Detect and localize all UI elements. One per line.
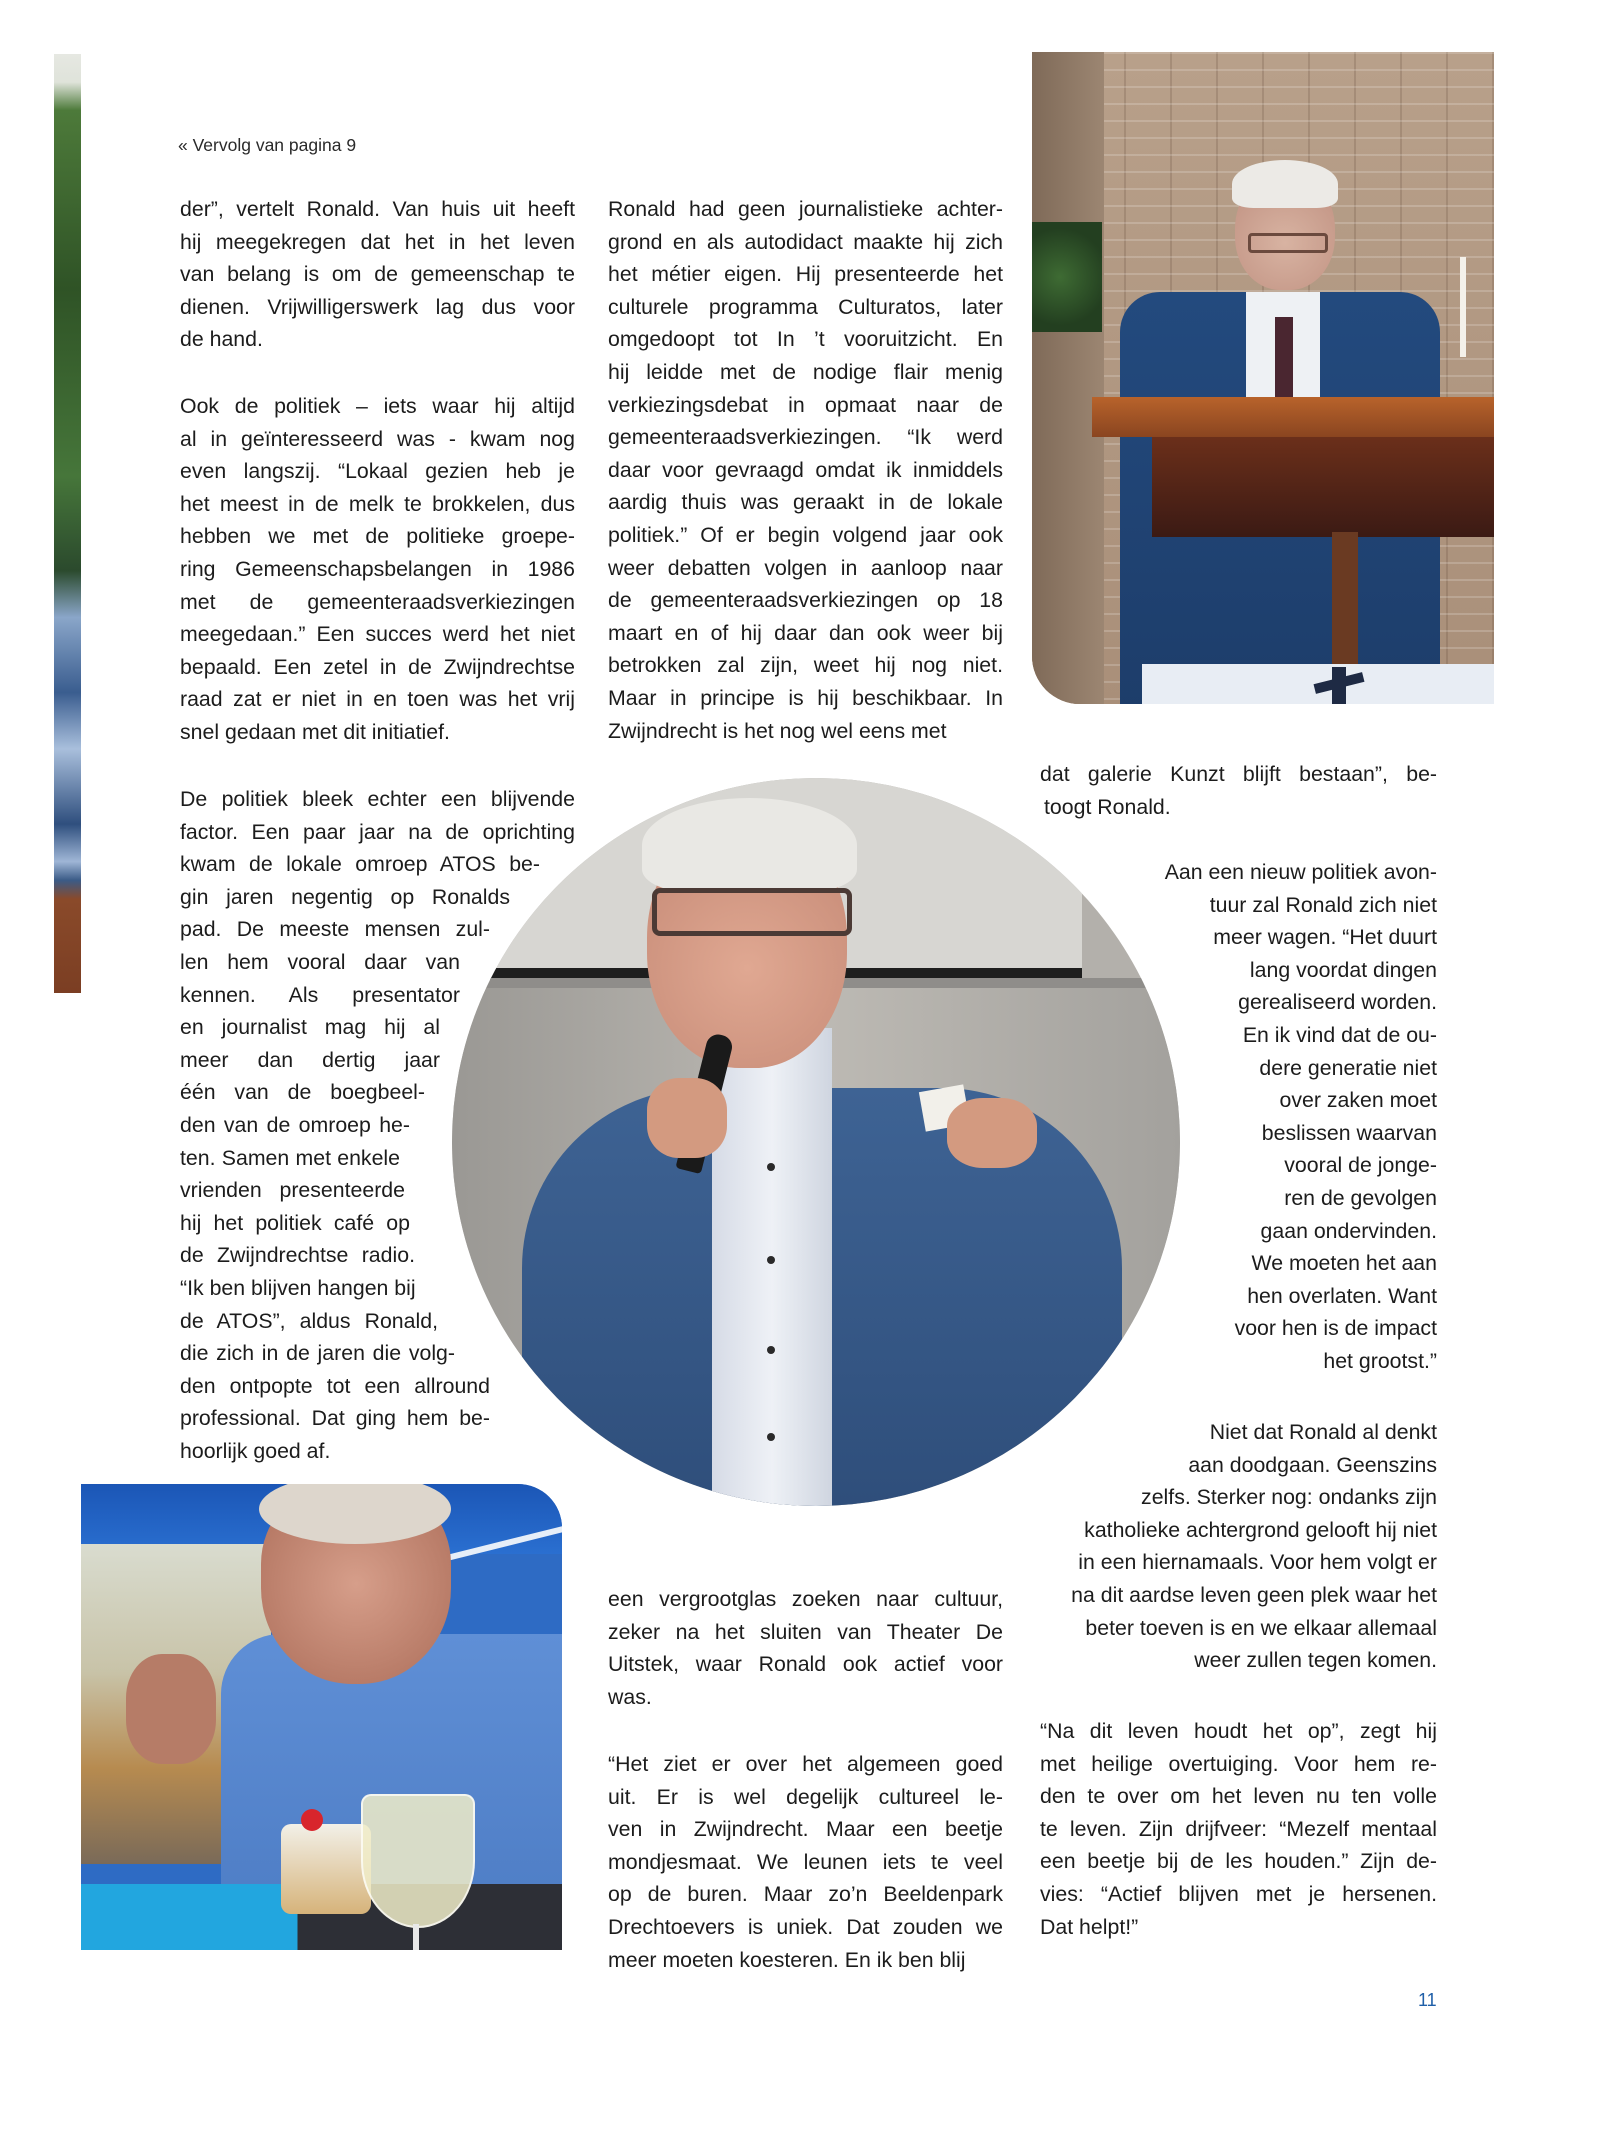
- text-line: ven in Zwijndrecht. Maar een beetje: [608, 1817, 1003, 1842]
- text-line: Niet dat Ronald al denkt: [1209, 1420, 1437, 1444]
- text-line: hebben we met de politieke groepe-: [180, 524, 575, 549]
- text-line: met de gemeenteraadsverkiezingen: [180, 589, 575, 614]
- text-line: snel gedaan met dit initiatief.: [180, 720, 450, 744]
- text-line: een vergrootglas zoeken naar cultuur,: [608, 1587, 1003, 1611]
- text-line: hen overlaten. Want: [1247, 1283, 1437, 1308]
- text-line: vies: “Actief blijven met je hersenen.: [1040, 1882, 1437, 1906]
- page-number: 11: [1418, 1990, 1437, 2010]
- text-line: na dit aardse leven geen plek waar het: [1071, 1583, 1437, 1607]
- text-line: tuur zal Ronald zich niet: [1209, 892, 1437, 917]
- text-line: factor. Een paar jaar na de oprichting: [180, 819, 575, 844]
- text-line: over zaken moet: [1279, 1088, 1437, 1113]
- text-line: katholieke achtergrond gelooft hij niet: [1084, 1517, 1437, 1542]
- text-line: beslissen waarvan: [1261, 1120, 1437, 1145]
- text-line: van belang is om de gemeenschap te: [180, 262, 575, 287]
- text-line: met heilige overtuiging. Voor hem re-: [1040, 1751, 1437, 1776]
- text-line: len hem vooral daar van: [180, 950, 460, 974]
- text-line: kennen. Als presentator: [180, 982, 460, 1007]
- text-line: ring Gemeenschapsbelangen in 1986: [180, 557, 575, 581]
- man-at-dinner-table-photo: [81, 1484, 562, 1950]
- text-line: En ik vind dat de ou-: [1242, 1023, 1437, 1047]
- text-line: dienen. Vrijwilligerswerk lag dus voor: [180, 294, 575, 319]
- continuation-note: « Vervolg van pagina 9: [178, 135, 357, 155]
- text-line: ten. Samen met enkele: [180, 1145, 400, 1170]
- text-line: lang voordat dingen: [1249, 957, 1437, 982]
- text-line: Maar in principe is hij beschikbaar. In: [608, 686, 1003, 710]
- text-line: Ook de politiek – iets waar hij altijd: [180, 394, 575, 418]
- text-line: “Het ziet er over het algemeen goed: [608, 1752, 1003, 1776]
- text-line: in een hiernamaals. Voor hem volgt er: [1078, 1550, 1437, 1575]
- text-line: weer zullen tegen komen.: [1194, 1648, 1437, 1673]
- text-line: beter toeven is en we elkaar allemaal: [1085, 1615, 1437, 1640]
- text-line: meegedaan.” Een succes werd het niet: [180, 622, 575, 647]
- text-line: daar voor gevraagd omdat ik inmiddels: [608, 457, 1003, 482]
- text-line: vrienden presenteerde: [180, 1178, 405, 1203]
- text-line: Uitstek, waar Ronald ook actief voor: [608, 1652, 1003, 1677]
- text-line: het meest in de melk te brokkelen, dus: [180, 491, 575, 516]
- text-line: hij leidde met de nodige flair menig: [608, 360, 1003, 384]
- text-line: omgedoopt tot In ’t vooruitzicht. En: [608, 327, 1003, 352]
- text-line: “Na dit leven houdt het op”, zegt hij: [1040, 1719, 1437, 1743]
- text-line: “Ik ben blijven hangen bij: [180, 1276, 416, 1300]
- text-line: hoorlijk goed af.: [180, 1439, 331, 1463]
- text-line: dat galerie Kunzt blijft bestaan”, be-: [1040, 762, 1437, 786]
- text-line: even langszij. “Lokaal gezien heb je: [180, 459, 575, 484]
- text-line: zeker na het sluiten van Theater De: [608, 1619, 1003, 1644]
- text-line: gerealiseerd worden.: [1238, 990, 1437, 1015]
- text-line: mondjesmaat. We leunen iets te veel: [608, 1849, 1003, 1874]
- text-line: ren de gevolgen: [1284, 1186, 1437, 1210]
- text-line: vooral de jonge-: [1284, 1153, 1437, 1178]
- text-line: den ontpopte tot een allround: [180, 1373, 490, 1398]
- text-line: de hand.: [180, 327, 263, 352]
- text-line: gin jaren negentig op Ronalds: [180, 884, 510, 909]
- text-line: verkiezingsdebat in opmaat naar de: [608, 392, 1003, 417]
- text-line: de Zwijndrechtse radio.: [180, 1243, 415, 1268]
- text-line: kwam de lokale omroep ATOS be-: [180, 852, 540, 877]
- text-line: meer moeten koesteren. En ik ben blij: [608, 1947, 966, 1972]
- text-line: den te over om het leven nu ten volle: [1040, 1784, 1437, 1809]
- text-line: en journalist mag hij al: [180, 1015, 440, 1040]
- text-line: De politiek bleek echter een blijvende: [180, 787, 575, 811]
- text-line: het métier eigen. Hij presenteerde het: [608, 262, 1003, 287]
- text-line: aan doodgaan. Geenszins: [1188, 1452, 1437, 1477]
- text-line: pad. De meeste mensen zul-: [180, 917, 490, 942]
- text-line: een beetje bij de les houden.” Zijn de-: [1040, 1849, 1437, 1874]
- text-line: culturele programma Culturatos, later: [608, 294, 1003, 319]
- text-line: al in geïnteresseerd was - kwam nog: [180, 426, 575, 451]
- text-line: dere generatie niet: [1259, 1055, 1437, 1080]
- text-line: op de buren. Maar zo’n Beeldenpark: [608, 1882, 1003, 1907]
- text-line: We moeten het aan: [1251, 1251, 1437, 1276]
- text-line: professional. Dat ging hem be-: [180, 1406, 490, 1431]
- text-line: Zwijndrecht is het nog wel eens met: [608, 718, 947, 743]
- text-line: gaan ondervinden.: [1260, 1218, 1437, 1243]
- text-line: den van de omroep he-: [180, 1113, 410, 1137]
- text-line: maart en of hij daar dan ook weer bij: [608, 620, 1003, 645]
- text-line: Dat helpt!”: [1040, 1914, 1139, 1939]
- speaker-at-lectern-photo: [1032, 52, 1494, 704]
- text-line: één van de boegbeel-: [180, 1080, 425, 1105]
- text-line: zelfs. Sterker nog: ondanks zijn: [1141, 1485, 1437, 1510]
- text-line: uit. Er is wel degelijk cultureel le-: [608, 1784, 1003, 1809]
- text-line: Aan een nieuw politiek avon-: [1164, 860, 1437, 884]
- text-line: te leven. Zijn drijfveer: “Mezelf mentaal: [1040, 1816, 1437, 1841]
- text-line: voor hen is de impact: [1234, 1316, 1437, 1341]
- text-line: der”, vertelt Ronald. Van huis uit heeft: [180, 197, 575, 221]
- text-line: bepaald. Een zetel in de Zwijndrechtse: [180, 654, 575, 679]
- text-line: de ATOS”, aldus Ronald,: [180, 1308, 438, 1333]
- text-line: die zich in de jaren die volg-: [180, 1341, 455, 1366]
- text-line: grond en als autodidact maakte hij zich: [608, 229, 1003, 254]
- text-line: aardig thuis was geraakt in de lokale: [608, 490, 1003, 515]
- text-line: betrokken zal zijn, weet hij nog niet.: [608, 653, 1003, 678]
- text-line: hij meegekregen dat het in het leven: [180, 229, 575, 254]
- text-line: meer wagen. “Het duurt: [1213, 925, 1437, 950]
- text-line: was.: [608, 1684, 652, 1709]
- text-line: raad zat er niet in en toen was het vrij: [180, 687, 575, 712]
- left-edge-photo-strip: [54, 54, 81, 993]
- text-line: het grootst.”: [1323, 1349, 1437, 1373]
- text-line: politiek.” Of er begin volgend jaar ook: [608, 523, 1003, 547]
- text-line: toogt Ronald.: [1044, 794, 1171, 819]
- text-line: hij het politiek café op: [180, 1210, 410, 1235]
- text-line: Drechtoevers is uniek. Dat zouden we: [608, 1915, 1003, 1939]
- text-line: Ronald had geen journalistieke achter-: [608, 197, 1003, 221]
- text-line: weer debatten volgen in aanloop naar: [608, 555, 1003, 580]
- text-line: de gemeenteraadsverkiezingen op 18: [608, 588, 1003, 613]
- text-line: gemeenteraadsverkiezingen. “Ik werd: [608, 425, 1003, 450]
- text-line: meer dan dertig jaar: [180, 1047, 440, 1072]
